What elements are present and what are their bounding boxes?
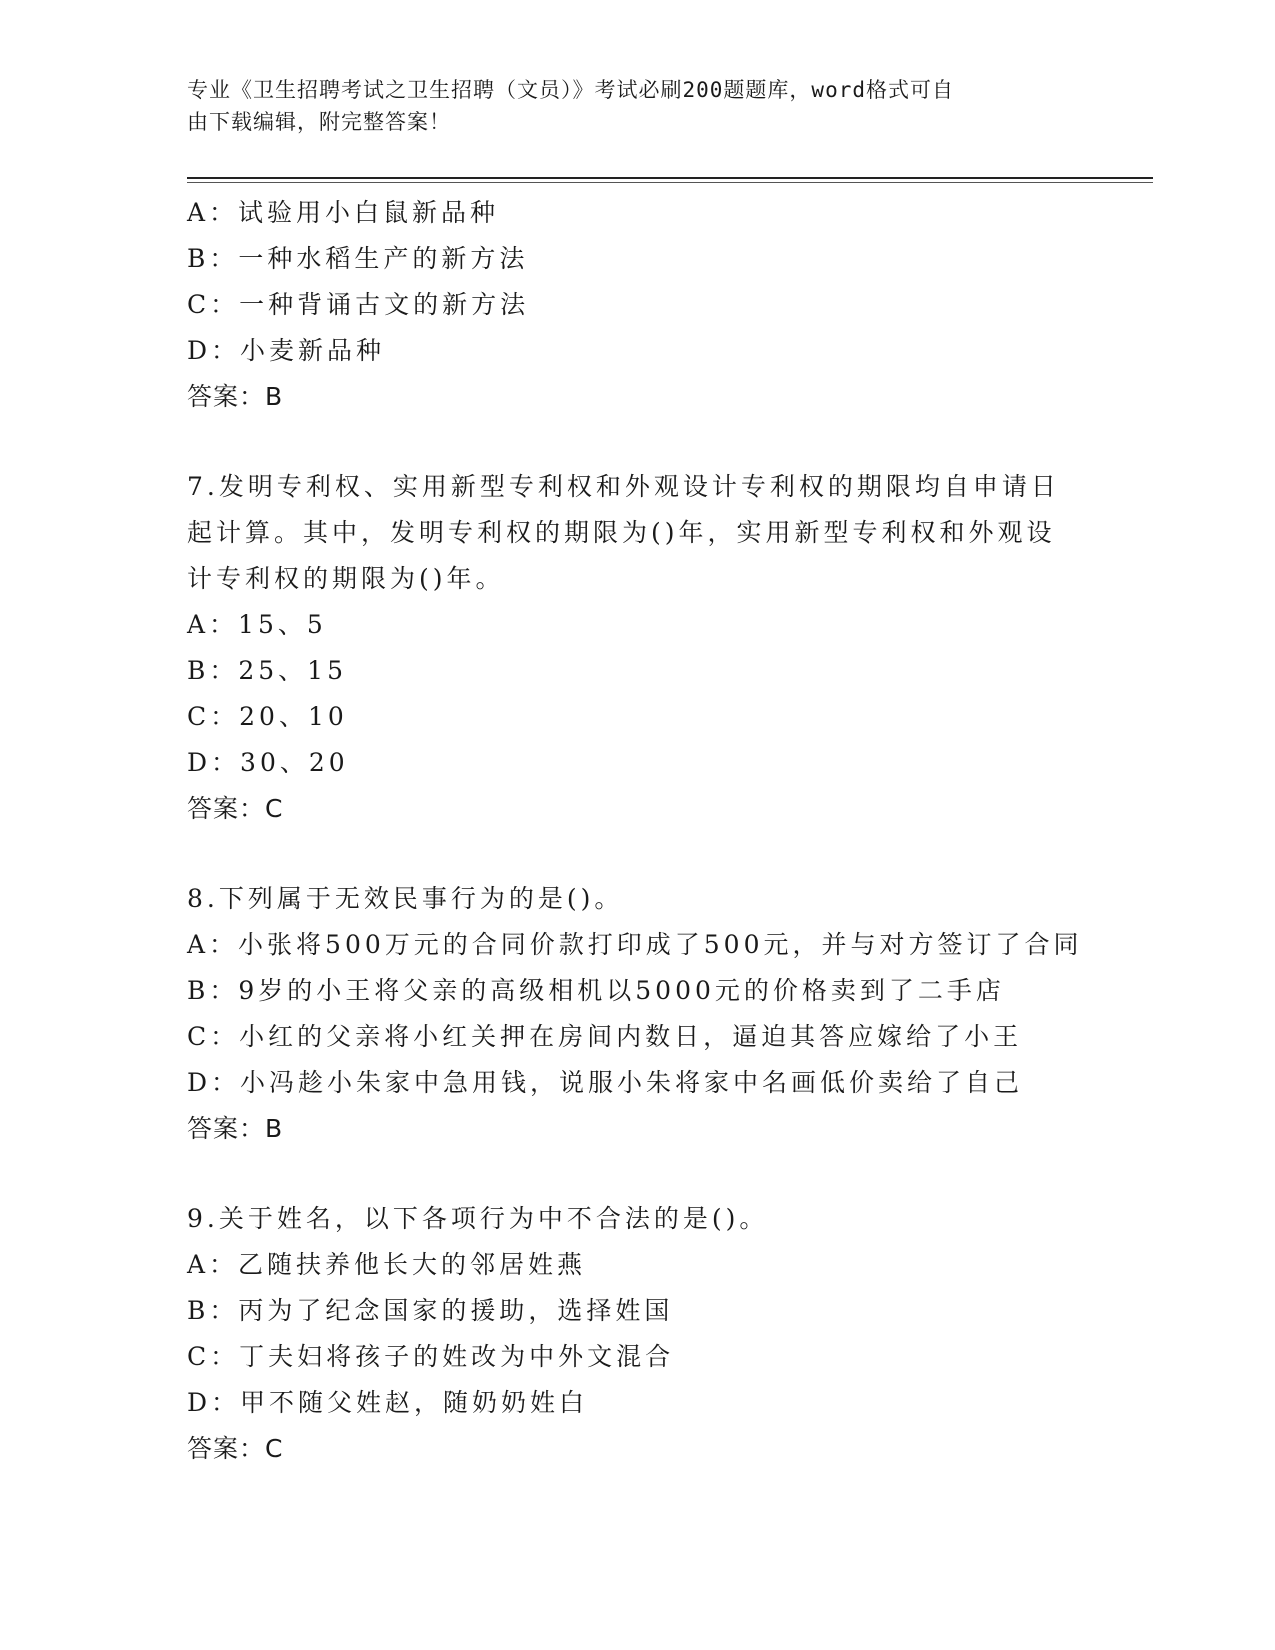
- option-b: B：25、15: [187, 656, 347, 685]
- question-stem-line: 7.发明专利权、实用新型专利权和外观设计专利权的期限均自申请日: [187, 472, 1060, 501]
- header-line-2: 由下载编辑，附完整答案！: [187, 110, 451, 134]
- question-7: [187, 464, 1087, 832]
- question-stem-line: 8.下列属于无效民事行为的是()。: [187, 884, 624, 913]
- question-list: [187, 190, 1087, 1472]
- option-a: A：小张将500万元的合同价款打印成了500元，并与对方签订了合同: [187, 930, 1083, 959]
- question-stem-line: 计专利权的期限为()年。: [187, 564, 505, 593]
- option-d: D：30、20: [187, 748, 349, 777]
- header-line-1: 专业《卫生招聘考试之卫生招聘（文员）》考试必刷200题题库，word格式可自: [187, 78, 954, 102]
- document-header: [187, 74, 1067, 138]
- header-divider-thick: [187, 177, 1153, 179]
- header-divider-thin: [187, 182, 1153, 183]
- option-b: B：9岁的小王将父亲的高级相机以5000元的价格卖到了二手店: [187, 976, 1005, 1005]
- answer-line: 答案：B: [187, 1114, 284, 1143]
- answer-line: 答案：C: [187, 1434, 284, 1463]
- question-stem-line: 9.关于姓名，以下各项行为中不合法的是()。: [187, 1204, 769, 1233]
- answer-line: 答案：C: [187, 794, 284, 823]
- option-a: A：乙随扶养他长大的邻居姓燕: [187, 1250, 587, 1279]
- option-d: D：小麦新品种: [187, 336, 386, 365]
- option-b: B：丙为了纪念国家的援助，选择姓国: [187, 1296, 674, 1325]
- option-c: C：20、10: [187, 702, 348, 731]
- question-6: [187, 190, 1087, 420]
- option-c: C：一种背诵古文的新方法: [187, 290, 530, 319]
- answer-line: 答案：B: [187, 382, 284, 411]
- option-c: C：小红的父亲将小红关押在房间内数日，逼迫其答应嫁给了小王: [187, 1022, 1023, 1051]
- option-d: D：小冯趁小朱家中急用钱，说服小朱将家中名画低价卖给了自己: [187, 1068, 1024, 1097]
- question-stem-line: 起计算。其中，发明专利权的期限为()年，实用新型专利权和外观设: [187, 518, 1056, 547]
- option-a: A：15、5: [187, 610, 327, 639]
- option-d: D：甲不随父姓赵，随奶奶姓白: [187, 1388, 589, 1417]
- option-a: A：试验用小白鼠新品种: [187, 198, 500, 227]
- question-8: [187, 876, 1087, 1152]
- option-b: B：一种水稻生产的新方法: [187, 244, 529, 273]
- question-9: [187, 1196, 1087, 1472]
- option-c: C：丁夫妇将孩子的姓改为中外文混合: [187, 1342, 675, 1371]
